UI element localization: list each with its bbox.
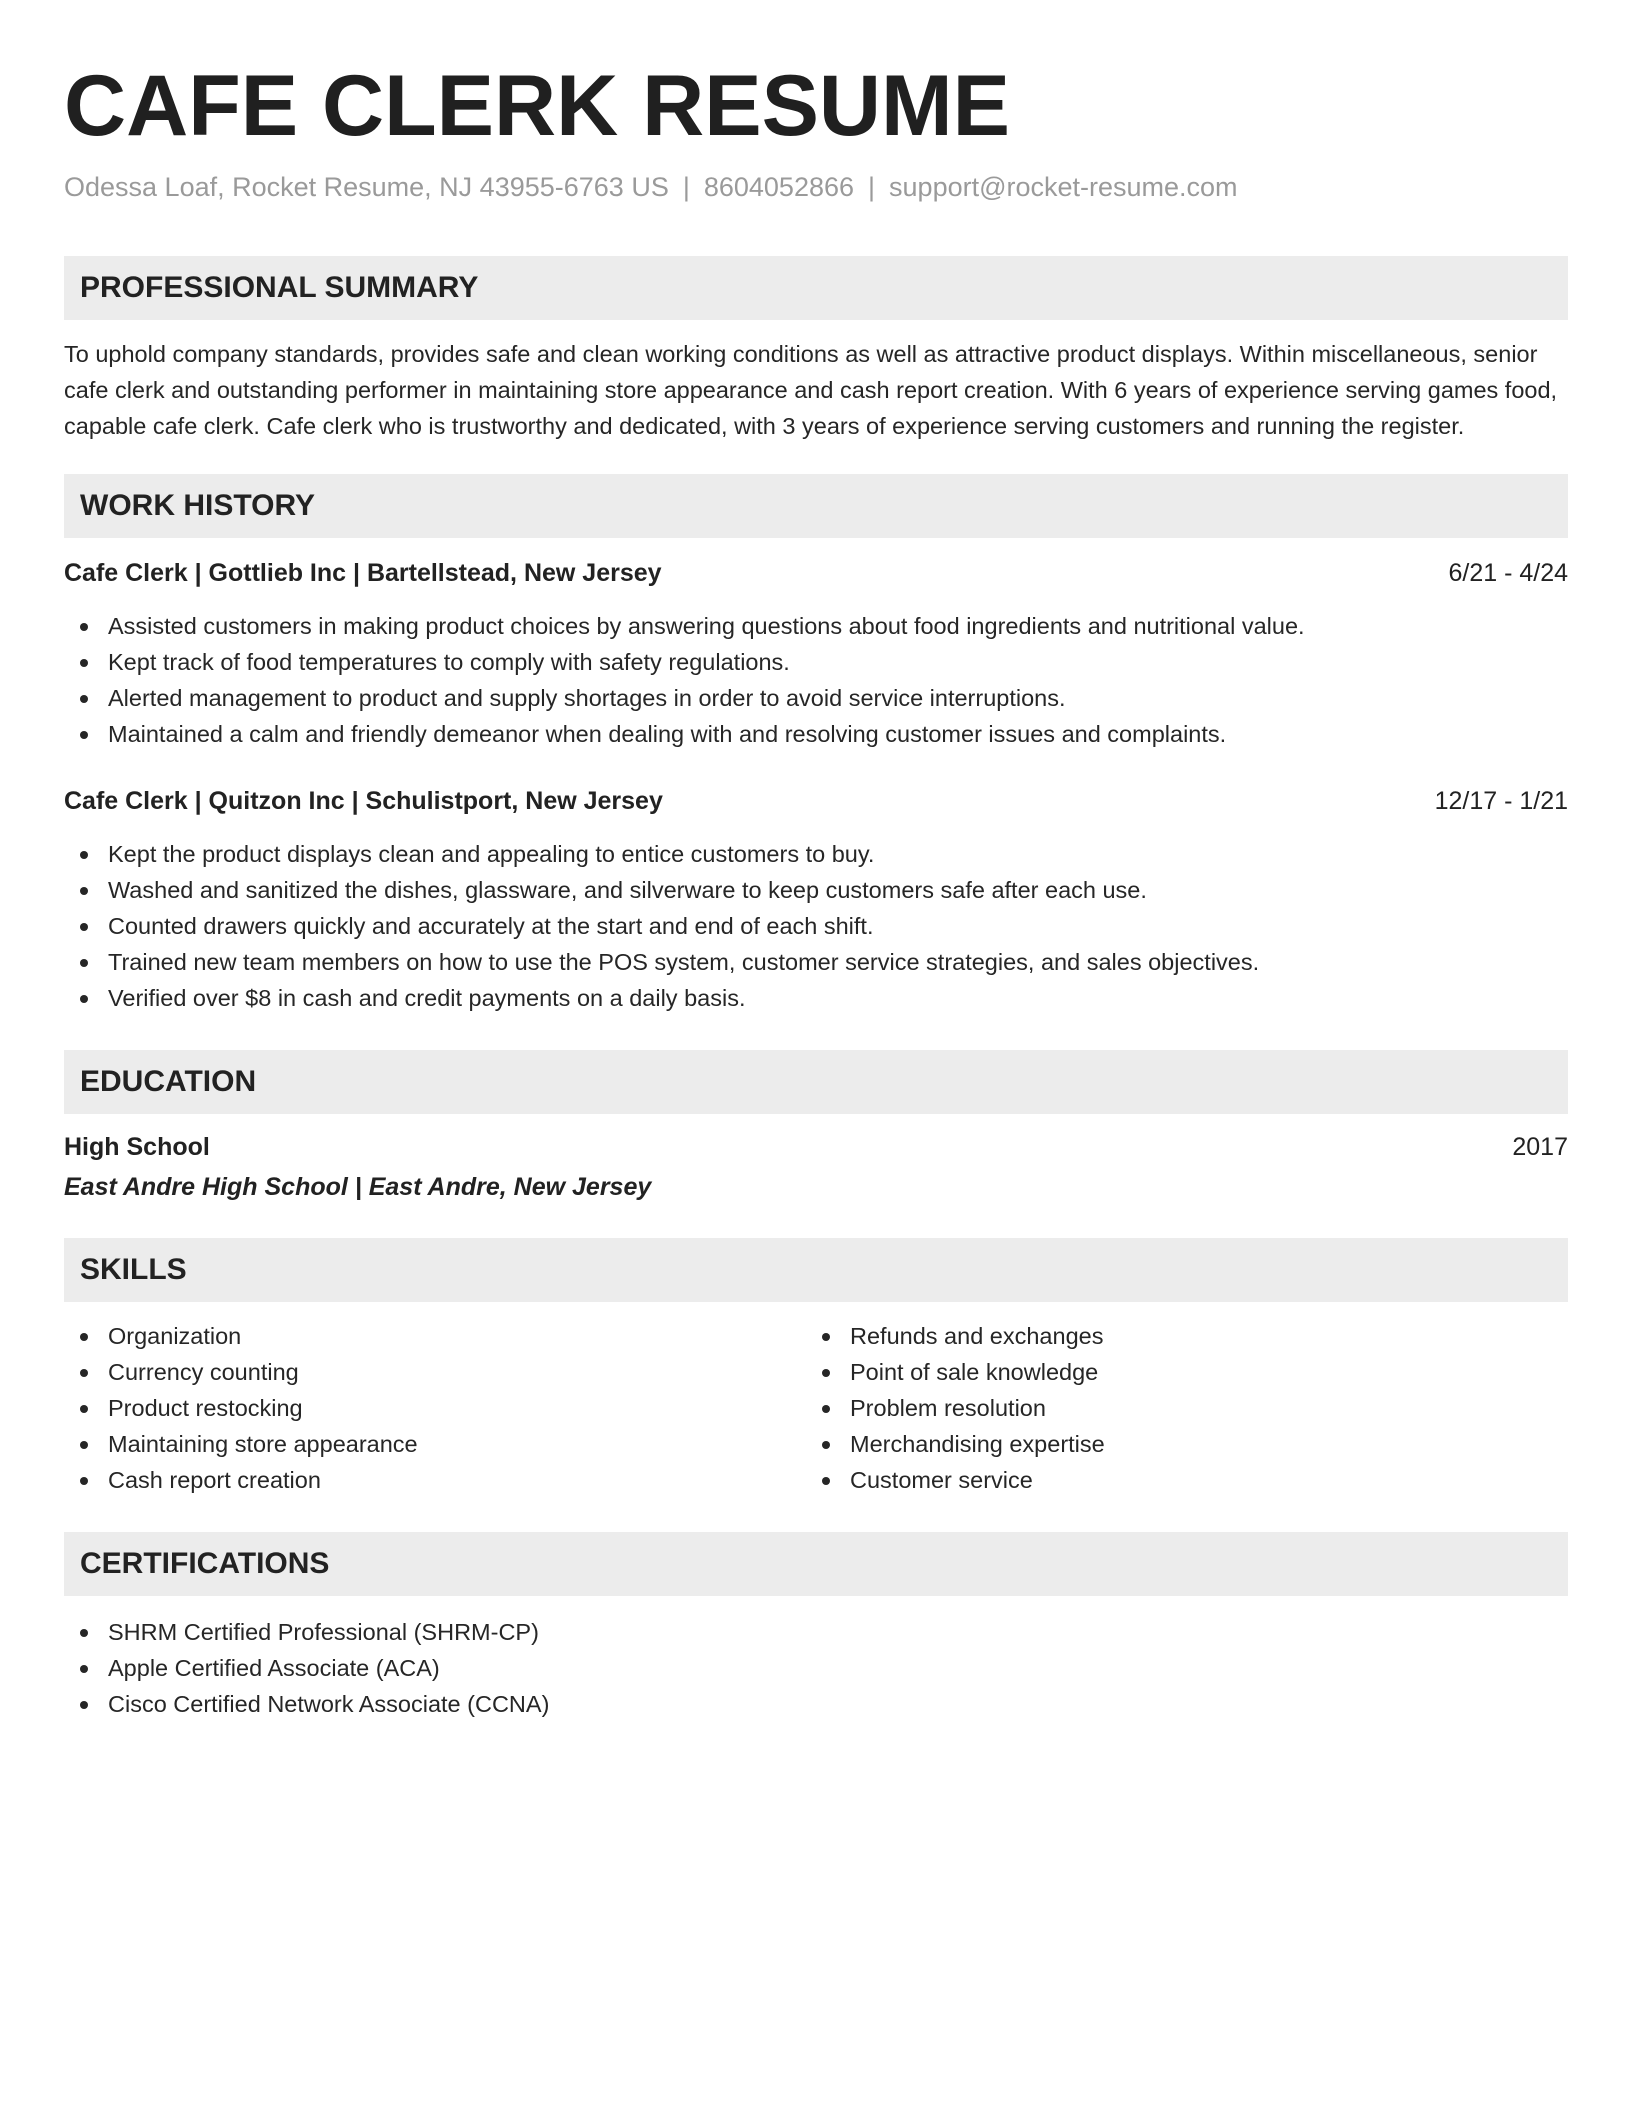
- list-item: Organization: [64, 1318, 806, 1354]
- list-item: Washed and sanitized the dishes, glassware, and silverware to keep customers safe after each use.: [64, 872, 1568, 908]
- list-item: Assisted customers in making product choices by answering questions about food ingredients and nutritional value.: [64, 608, 1568, 644]
- job-dates: 6/21 - 4/24: [1448, 559, 1568, 587]
- education-year: 2017: [1512, 1133, 1568, 1161]
- list-item: Product restocking: [64, 1390, 806, 1426]
- job-title: Cafe Clerk | Gottlieb Inc | Bartellstead, New Jersey: [64, 559, 662, 587]
- list-item: Merchandising expertise: [806, 1426, 1548, 1462]
- section-header-education: EDUCATION: [64, 1050, 1568, 1114]
- list-item: Verified over $8 in cash and credit payments on a daily basis.: [64, 980, 1568, 1016]
- skills-columns: [64, 1318, 1568, 1498]
- contact-address: Odessa Loaf, Rocket Resume, NJ 43955-6763 US: [64, 172, 669, 202]
- summary-text: To uphold company standards, provides safe and clean working conditions as well as attractive product displays. Within miscellaneous, senior cafe clerk and outstanding performer in maintaining store appearance and cash report creation. With 6 years of experience serving games food, capable cafe clerk. Cafe clerk who is trustworthy and dedicated, with 3 years of experience serving customers and running the register.: [64, 341, 1558, 439]
- list-item: Counted drawers quickly and accurately at the start and end of each shift.: [64, 908, 1568, 944]
- contact-email: support@rocket-resume.com: [889, 172, 1238, 202]
- list-item: Customer service: [806, 1462, 1548, 1498]
- list-item: Kept the product displays clean and appealing to entice customers to buy.: [64, 836, 1568, 872]
- job-duties-list: [64, 608, 1568, 752]
- certifications-list: [64, 1614, 1568, 1722]
- contact-line: [64, 170, 1568, 204]
- skills-list-right: [806, 1318, 1548, 1498]
- education-header: [64, 1130, 1568, 1164]
- list-item: Currency counting: [64, 1354, 806, 1390]
- job-duties-list: [64, 836, 1568, 1016]
- list-item: Point of sale knowledge: [806, 1354, 1548, 1390]
- contact-separator: |: [868, 172, 876, 202]
- list-item: Cisco Certified Network Associate (CCNA): [64, 1686, 1568, 1722]
- resume-title: CAFE CLERK RESUME: [64, 58, 1011, 154]
- list-item: Maintaining store appearance: [64, 1426, 806, 1462]
- list-item: Trained new team members on how to use the POS system, customer service strategies, and sales objectives.: [64, 944, 1568, 980]
- education-degree: High School: [64, 1133, 210, 1161]
- list-item: Apple Certified Associate (ACA): [64, 1650, 1568, 1686]
- list-item: SHRM Certified Professional (SHRM-CP): [64, 1614, 1568, 1650]
- skills-list-left: [64, 1318, 806, 1498]
- list-item: Refunds and exchanges: [806, 1318, 1548, 1354]
- list-item: Alerted management to product and supply shortages in order to avoid service interruptions.: [64, 680, 1568, 716]
- resume-page: [64, 0, 1568, 1722]
- list-item: Problem resolution: [806, 1390, 1548, 1426]
- section-header-certifications: CERTIFICATIONS: [64, 1532, 1568, 1596]
- job-header: [64, 784, 1568, 818]
- contact-separator: |: [682, 172, 690, 202]
- job-dates: 12/17 - 1/21: [1434, 787, 1568, 815]
- section-header-summary: PROFESSIONAL SUMMARY: [64, 256, 1568, 320]
- section-header-skills: SKILLS: [64, 1238, 1568, 1302]
- list-item: Cash report creation: [64, 1462, 806, 1498]
- section-header-work-history: WORK HISTORY: [64, 474, 1568, 538]
- list-item: Maintained a calm and friendly demeanor when dealing with and resolving customer issues and complaints.: [64, 716, 1568, 752]
- job-title: Cafe Clerk | Quitzon Inc | Schulistport, New Jersey: [64, 787, 663, 815]
- education-school: East Andre High School | East Andre, New Jersey: [64, 1173, 652, 1201]
- list-item: Kept track of food temperatures to comply with safety regulations.: [64, 644, 1568, 680]
- job-header: [64, 556, 1568, 590]
- contact-phone: 8604052866: [703, 172, 855, 202]
